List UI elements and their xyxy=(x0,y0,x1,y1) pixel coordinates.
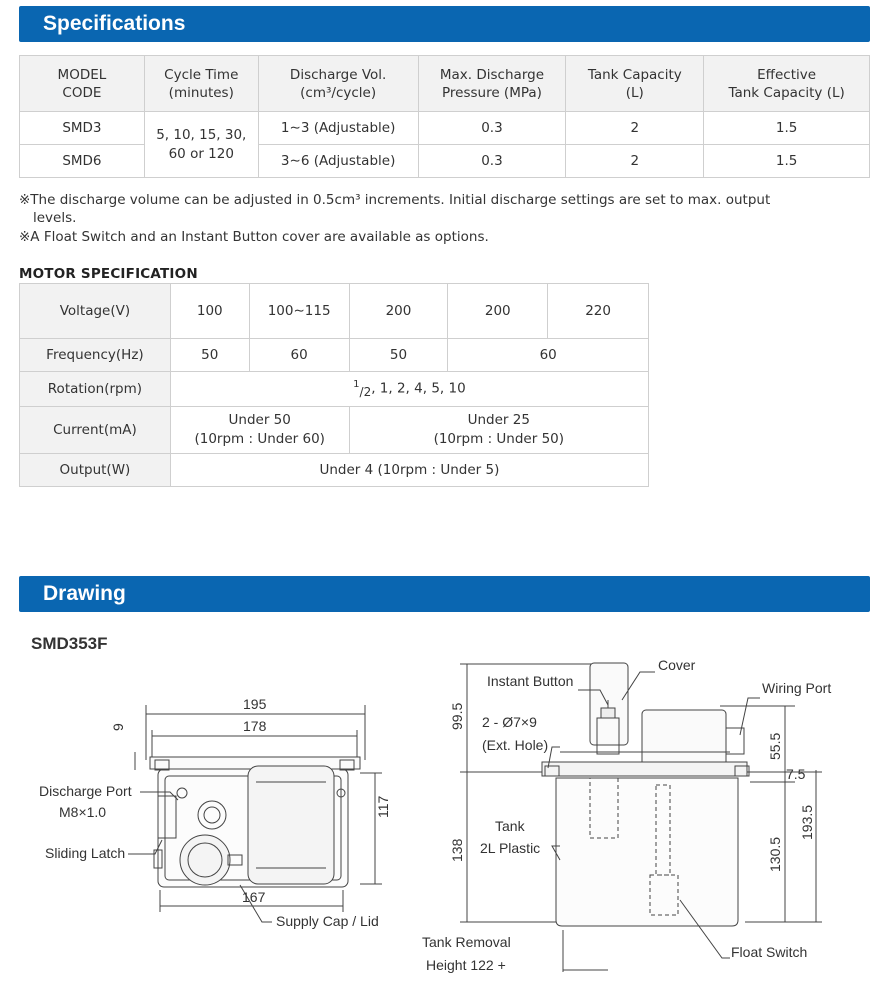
label-tank-height: Height 122 + xyxy=(426,957,506,973)
dim-117: 117 xyxy=(375,795,391,818)
label-tank: Tank xyxy=(495,818,525,834)
voltage-value: 220 xyxy=(548,284,649,339)
header-model-code: MODEL CODE xyxy=(20,56,145,112)
voltage-value: 100 xyxy=(170,284,249,339)
cell-tank: 2 xyxy=(566,145,704,178)
label-supply-cap: Supply Cap / Lid xyxy=(276,913,379,929)
label-float-switch: Float Switch xyxy=(731,944,808,960)
frequency-value: 60 xyxy=(249,339,349,372)
label-ext-hole: (Ext. Hole) xyxy=(482,737,549,753)
dim-167: 167 xyxy=(242,889,266,905)
output-label: Output(W) xyxy=(20,454,171,487)
dim-99-5: 99.5 xyxy=(449,702,465,730)
dim-178: 178 xyxy=(243,718,267,734)
label-tank-removal: Tank Removal xyxy=(422,934,511,950)
cell-model: SMD6 xyxy=(20,145,145,178)
label-instant-button: Instant Button xyxy=(487,673,574,689)
voltage-value: 200 xyxy=(349,284,448,339)
dim-9: 9 xyxy=(110,723,126,731)
motor-table xyxy=(19,283,649,487)
frequency-label: Frequency(Hz) xyxy=(20,339,171,372)
cell-cycle-time: 5, 10, 15, 30, 60 or 120 xyxy=(144,112,258,178)
table-row xyxy=(20,407,649,454)
cell-discharge: 1∼3 (Adjustable) xyxy=(258,112,418,145)
cell-effective: 1.5 xyxy=(704,145,870,178)
motor-spec-title: MOTOR SPECIFICATION xyxy=(19,266,198,282)
rotation-value: $^1_{/2}$, 1, 2, 4, 5, 10 xyxy=(170,372,648,407)
note-options: ※A Float Switch and an Instant Button cover are available as options. xyxy=(19,229,489,245)
label-tank-material: 2L Plastic xyxy=(480,840,541,856)
note-discharge-cont: levels. xyxy=(33,210,77,226)
drawing-model: SMD353F xyxy=(31,634,108,653)
drawing-header xyxy=(19,576,870,612)
label-discharge-port: Discharge Port xyxy=(39,783,132,799)
header-max-pressure: Max. Discharge Pressure (MPa) xyxy=(418,56,566,112)
voltage-value: 100∼115 xyxy=(249,284,349,339)
frequency-value: 60 xyxy=(448,339,649,372)
label-discharge-thread: M8×1.0 xyxy=(59,804,107,820)
specifications-header xyxy=(19,6,870,42)
header-effective-capacity: Effective Tank Capacity (L) xyxy=(704,56,870,112)
rotation-label: Rotation(rpm) xyxy=(20,372,171,407)
voltage-label: Voltage(V) xyxy=(20,284,171,339)
dim-193-5: 193.5 xyxy=(799,804,815,840)
current-value-b: Under 25 (10rpm : Under 50) xyxy=(349,407,648,454)
table-row xyxy=(20,372,649,407)
cell-tank: 2 xyxy=(566,112,704,145)
header-discharge-vol: Discharge Vol. (cm³/cycle) xyxy=(258,56,418,112)
dim-130-5: 130.5 xyxy=(767,836,783,872)
dim-55-5: 55.5 xyxy=(767,732,783,760)
label-holes: 2 - Ø7×9 xyxy=(482,714,537,730)
voltage-value: 200 xyxy=(448,284,548,339)
specifications-title: Specifications xyxy=(43,12,186,35)
cell-model: SMD3 xyxy=(20,112,145,145)
note-discharge: ※The discharge volume can be adjusted in 0.5cm³ increments. Initial discharge settings are set to max. output xyxy=(19,192,771,208)
current-label: Current(mA) xyxy=(20,407,171,454)
table-row xyxy=(20,454,649,487)
spec-table xyxy=(19,55,870,178)
label-sliding-latch: Sliding Latch xyxy=(45,845,126,861)
header-tank-capacity: Tank Capacity (L) xyxy=(566,56,704,112)
label-cover: Cover xyxy=(658,657,696,673)
cell-pressure: 0.3 xyxy=(418,145,566,178)
cell-discharge: 3∼6 (Adjustable) xyxy=(258,145,418,178)
header-cycle-time: Cycle Time (minutes) xyxy=(144,56,258,112)
table-row xyxy=(20,112,870,145)
label-wiring-port: Wiring Port xyxy=(762,680,832,696)
output-value: Under 4 (10rpm : Under 5) xyxy=(170,454,648,487)
drawing-title: Drawing xyxy=(43,582,126,605)
current-value-a: Under 50 (10rpm : Under 60) xyxy=(170,407,349,454)
frequency-value: 50 xyxy=(349,339,448,372)
dim-138: 138 xyxy=(449,838,465,862)
cell-pressure: 0.3 xyxy=(418,112,566,145)
frequency-value: 50 xyxy=(170,339,249,372)
dim-7-5: 7.5 xyxy=(786,766,806,782)
dim-195: 195 xyxy=(243,696,267,712)
table-row xyxy=(20,284,649,339)
cell-effective: 1.5 xyxy=(704,112,870,145)
table-row xyxy=(20,339,649,372)
